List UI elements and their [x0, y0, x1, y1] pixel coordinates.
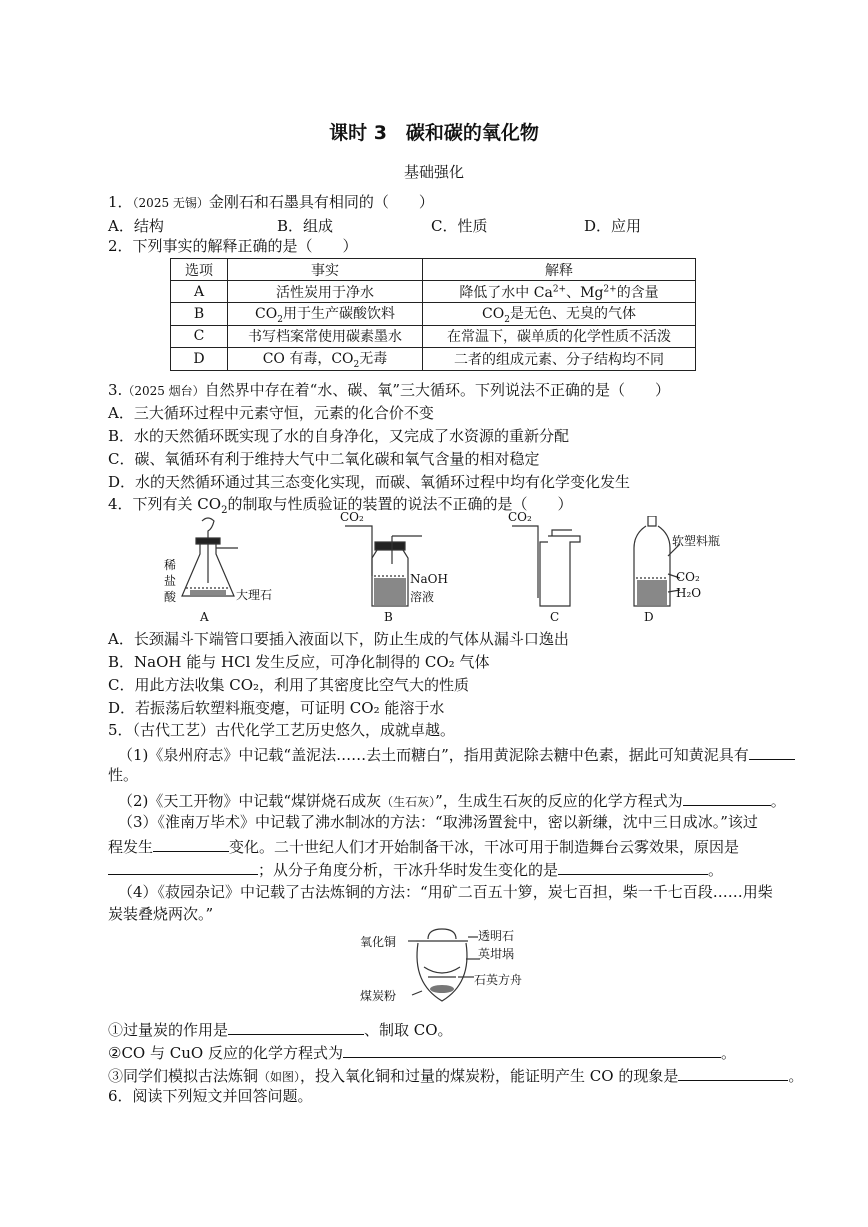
q5-part1-end: 性。 — [108, 766, 139, 784]
q5-sub3: ③同学们模拟古法炼铜（如图），投入氧化铜和过量的煤炭粉，能证明产生 CO 的现象是 。 — [108, 1064, 803, 1087]
q5-crucible-figure — [360, 925, 560, 1010]
q1-option-b: B．组成 — [277, 217, 334, 235]
c-co2-label: CO₂ — [508, 510, 532, 524]
figure-caption-b: B — [384, 610, 393, 624]
section-subtitle: 基础强化 — [403, 163, 464, 181]
table-cell: 在常温下，碳单质的化学性质不活泼 — [423, 325, 696, 347]
table-header-row — [171, 259, 696, 281]
q3-number: 3. — [108, 381, 123, 399]
q1-source: （2025 无锡） — [132, 196, 209, 210]
q1-stem-text: 金刚石和石墨具有相同的（ ） — [208, 193, 434, 211]
q3-stem — [108, 380, 670, 401]
table-cell: C — [171, 325, 228, 347]
q5-sub1: ①过量炭的作用是 、制取 CO。 — [108, 1018, 453, 1040]
q6-stem: 6．阅读下列短文并回答问题。 — [108, 1087, 313, 1105]
a-acid-label-1: 稀 — [164, 558, 177, 572]
cuo-label: 氧化铜 — [360, 935, 397, 949]
b-naoh-label: NaOH — [410, 572, 448, 586]
figure-caption-c: C — [550, 610, 560, 624]
a-acid-label-3: 酸 — [164, 590, 177, 604]
table-cell: $CO_2$用于生产碳酸饮料 — [228, 303, 423, 326]
funnel-shape — [202, 518, 214, 583]
crucible-label: 英坩埚 — [478, 947, 515, 961]
q4-stem: 4．下列有关 $CO_2$的制取与性质验证的装置的说法不正确的是（ ） — [108, 495, 573, 516]
q3-option-d: D．水的天然循环通过其三态变化实现，而碳、氧循环过程中均有化学变化发生 — [108, 473, 631, 491]
table-row — [171, 303, 696, 326]
a-marble-label: 大理石 — [236, 588, 273, 602]
q1-stem — [108, 192, 434, 213]
q5-part3-line3: ；从分子角度分析，干冰升华时发生变化的是 。 — [108, 858, 723, 880]
table-row — [171, 347, 696, 370]
q3-option-c: C．碳、氧循环有利于维持大气中二氧化碳和氧气含量的相对稳定 — [108, 450, 540, 468]
figure-caption-d: D — [644, 610, 654, 624]
q1-number: 1． — [108, 193, 133, 211]
apparatus-drawing — [160, 516, 680, 626]
a-acid-label-2: 盐 — [164, 574, 177, 588]
figure-caption-a: A — [200, 610, 209, 624]
answer-blank[interactable] — [678, 1064, 788, 1081]
table-header: 选项 — [171, 259, 228, 281]
table-cell: 书写档案常使用碳素墨水 — [228, 325, 423, 347]
q5-stem: 5．（古代工艺）古代化学工艺历史悠久，成就卓越。 — [108, 721, 456, 739]
q3-stem-text: 自然界中存在着“水、碳、氧”三大循环。下列说法不正确的是（ ） — [204, 381, 671, 399]
q4-apparatus-figure — [160, 510, 721, 626]
q4-option-a: A．长颈漏斗下端管口要插入液面以下，防止生成的气体从漏斗口逸出 — [108, 630, 569, 648]
q5-part4-line2: 炭装叠烧两次。” — [108, 905, 214, 923]
b-solution-label: 溶液 — [410, 590, 435, 604]
q4-option-b: B．NaOH 能与 HCl 发生反应，可净化制得的 CO₂ 气体 — [108, 653, 490, 671]
table-header: 事实 — [228, 259, 423, 281]
q4-option-d: D．若振荡后软塑料瓶变瘪，可证明 CO₂ 能溶于水 — [108, 699, 445, 717]
answer-blank[interactable] — [343, 1041, 721, 1058]
q4-option-c: C．用此方法收集 CO₂，利用了其密度比空气大的性质 — [108, 676, 470, 694]
d-co2-label: CO₂ — [676, 570, 700, 584]
table-cell: CO 有毒，$CO_2$无毒 — [228, 347, 423, 370]
q1-option-c: C．性质 — [431, 217, 488, 235]
table-header: 解释 — [423, 259, 696, 281]
table-cell: 活性炭用于净水 — [228, 281, 423, 303]
q5-part2: （2)《天工开物》中记载“煤饼烧石成灰（生石灰）”，生成生石灰的反应的化学方程式为 。 — [118, 789, 786, 812]
answer-blank[interactable] — [108, 858, 258, 875]
coal-label: 煤炭粉 — [360, 989, 397, 1003]
page-title: 课时 3 碳和碳的氧化物 — [329, 122, 539, 144]
answer-blank[interactable] — [228, 1018, 364, 1035]
q2-stem: 2．下列事实的解释正确的是（ ） — [108, 237, 358, 255]
q5-part1: （1)《泉州府志》中记载“盖泥法……去土而糖白”，指用黄泥除去糖中色素，据此可知黄泥具有 — [118, 743, 795, 765]
q5-part3: （3）《淮南万毕术》中记载了沸水制冰的方法：“取沸汤置瓮中，密以新缣，沈中三日成冰。”该过 — [118, 813, 758, 831]
q3-source: （2025 烟台） — [122, 384, 205, 398]
table-cell: 二者的组成元素、分子结构均不同 — [423, 347, 696, 370]
table-cell: D — [171, 347, 228, 370]
answer-blank[interactable] — [683, 789, 771, 806]
q5-sub2: ②CO 与 CuO 反应的化学方程式为 。 — [108, 1041, 736, 1063]
q1-option-d: D．应用 — [584, 217, 642, 235]
q5-part4: （4）《菽园杂记》中记载了古法炼铜的方法：“用矿二百五十箩，炭七百担，柴一千七百段……用柴 — [118, 883, 773, 901]
q5-part3-line2: 程发生 变化。二十世纪人们才开始制备干冰，干冰可用于制造舞台云雾效果，原因是 — [108, 835, 739, 857]
b-co2-label: CO₂ — [340, 510, 364, 524]
q3-option-b: B．水的天然循环既实现了水的自身净化，又完成了水资源的重新分配 — [108, 427, 570, 445]
table-row — [171, 325, 696, 347]
answer-blank[interactable] — [153, 835, 229, 852]
answer-blank[interactable] — [558, 858, 708, 875]
d-bottle-label: 软塑料瓶 — [672, 534, 721, 548]
boat-label: 石英方舟 — [474, 973, 523, 987]
table-cell: A — [171, 281, 228, 303]
q3-option-a: A．三大循环过程中元素守恒，元素的化合价不变 — [108, 404, 434, 422]
answer-blank[interactable] — [749, 743, 795, 760]
table-cell: B — [171, 303, 228, 326]
table-cell: 降低了水中 $Ca^{2+}$、$Mg^{2+}$的含量 — [423, 281, 696, 303]
stone-label: 透明石 — [478, 929, 515, 943]
table-row — [171, 281, 696, 303]
q2-table — [170, 258, 696, 371]
q1-option-a: A．结构 — [108, 217, 164, 235]
table-cell: $CO_2$是无色、无臭的气体 — [423, 303, 696, 326]
d-h2o-label: H₂O — [676, 586, 702, 600]
